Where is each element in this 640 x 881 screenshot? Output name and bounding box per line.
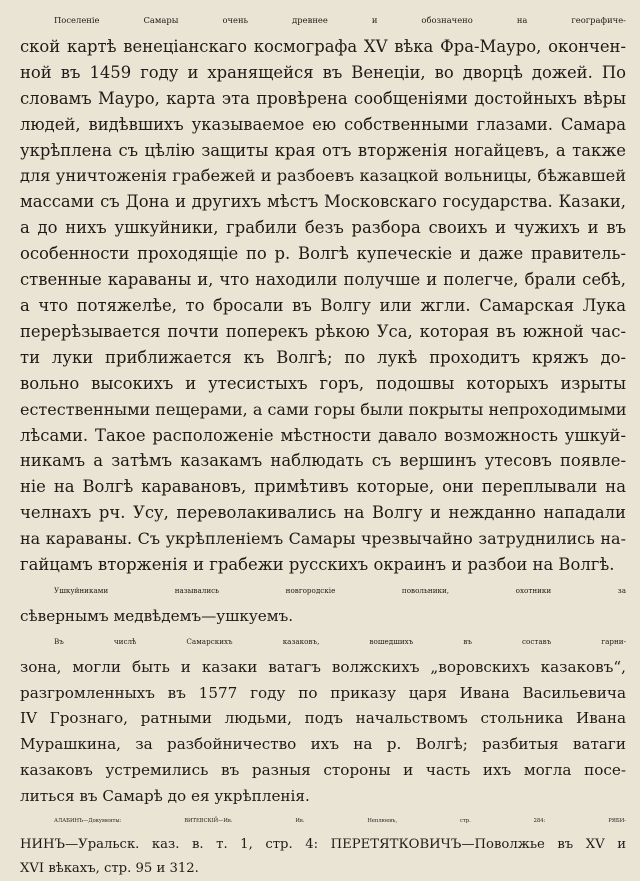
text-line: АЛАБИНЪ—Документы: ВИТЕВСКIЙ—Ив. Ив. Неплюевъ, стр. 284: РЯБИ- (54, 818, 626, 825)
text-line: Ушкуйниками назывались новгородскiе повольники, охотники за (54, 585, 626, 595)
text-line: естественными пещерами, а сами горы были покрыты непроходимыми (20, 399, 627, 419)
text-line: для уничтоженiя грабежей и разбоевъ казацкой вольницы, бѣжавшей (20, 166, 626, 186)
footnote-ushkuiniki (20, 578, 626, 629)
text-line: вольно высокихъ и утесистыхъ горъ, подошвы которыхъ изрыты (20, 373, 626, 393)
text-line: перерѣзывается почти поперекъ рѣкою Уса, которая въ южной час- (20, 321, 626, 341)
text-line: а до нихъ ушкуйники, грабили безъ разбора своихъ и чужихъ и въ (20, 218, 626, 238)
footnote-cossacks (20, 629, 626, 809)
text-line: Поселенiе Самары очень древнее и обозначено на географиче- (54, 15, 626, 25)
text-line: гайцамъ вторженiя и грабежи русскихъ окраинъ и разбои на Волгѣ. (20, 555, 615, 575)
text-line: массами съ Дона и другихъ мѣстъ Московскаго государства. Казаки, (20, 192, 626, 212)
main-paragraph (20, 8, 626, 578)
text-line: а что потяжелѣе, то бросали въ Волгу или жгли. Самарская Лука (20, 295, 626, 315)
text-line: разгромленныхъ въ 1577 году по приказу царя Ивана Васильевича (20, 683, 626, 702)
text-line: НИНЪ—Уральск. каз. в. т. 1, стр. 4: ПЕРЕТЯТКОВИЧЪ—Поволжье въ XV и (20, 837, 626, 853)
text-line: укрѣплена съ цѣлiю защиты края отъ вторженiя ногайцевъ, а также (20, 140, 626, 160)
text-line: зона, могли быть и казаки ватагъ волжскихъ „воровскихъ казаковъ“, (20, 658, 626, 677)
text-line: Мурашкина, за разбойничество ихъ на р. Волгѣ; разбитыя ватаги (20, 735, 626, 754)
text-line: на караваны. Съ укрѣпленiемъ Самары чрезвычайно затруднились на- (20, 529, 626, 549)
text-line: сѣвернымъ медвѣдемъ—ушкуемъ. (20, 606, 294, 625)
text-line: ской картѣ венецiанскаго космографа XV вѣка Фра-Мауро, окончен- (20, 36, 626, 56)
text-line: словамъ Мауро, карта эта провѣрена сообщенiями достойныхъ вѣры (20, 88, 626, 108)
text-line: IV Грознаго, ратными людьми, подъ начальствомъ стольника Ивана (20, 709, 626, 728)
text-line: челнахъ рч. Усу, переволакивались на Волгу и нежданно нападали (20, 503, 626, 523)
sources-list (20, 809, 626, 881)
text-line: ти луки приближается къ Волгѣ; по лукѣ проходитъ кряжъ до- (20, 347, 626, 367)
text-line: литься въ Самарѣ до ея укрѣпленiя. (20, 786, 310, 805)
text-line: ной въ 1459 году и хранящейся въ Венецiи, во дворцѣ дожей. По (20, 62, 626, 82)
text-line: людей, видѣвшихъ указываемое ею собственными глазами. Самара (20, 114, 626, 134)
text-line: ственные караваны и, что находили получше и полегче, брали себѣ, (20, 270, 626, 290)
text-line: казаковъ устремились въ разныя стороны и часть ихъ могла посе- (20, 760, 626, 779)
text-line: Въ числѣ Самарскихъ казаковъ, вошедшихъ въ составъ гарни- (54, 637, 626, 647)
text-line: XVI вѣкахъ, стр. 95 и 312. (20, 861, 199, 877)
text-line: никамъ а затѣмъ казакамъ наблюдать съ вершинъ утесовъ появле- (20, 451, 626, 471)
text-line: нiе на Волгѣ каравановъ, примѣтивъ которые, они переплывали на (20, 477, 626, 497)
text-line: лѣсами. Такое расположенiе мѣстности давало возможность ушкуй- (20, 425, 626, 445)
text-line: особенности проходящiе по р. Волгѣ купеческiе и даже правитель- (20, 244, 626, 264)
